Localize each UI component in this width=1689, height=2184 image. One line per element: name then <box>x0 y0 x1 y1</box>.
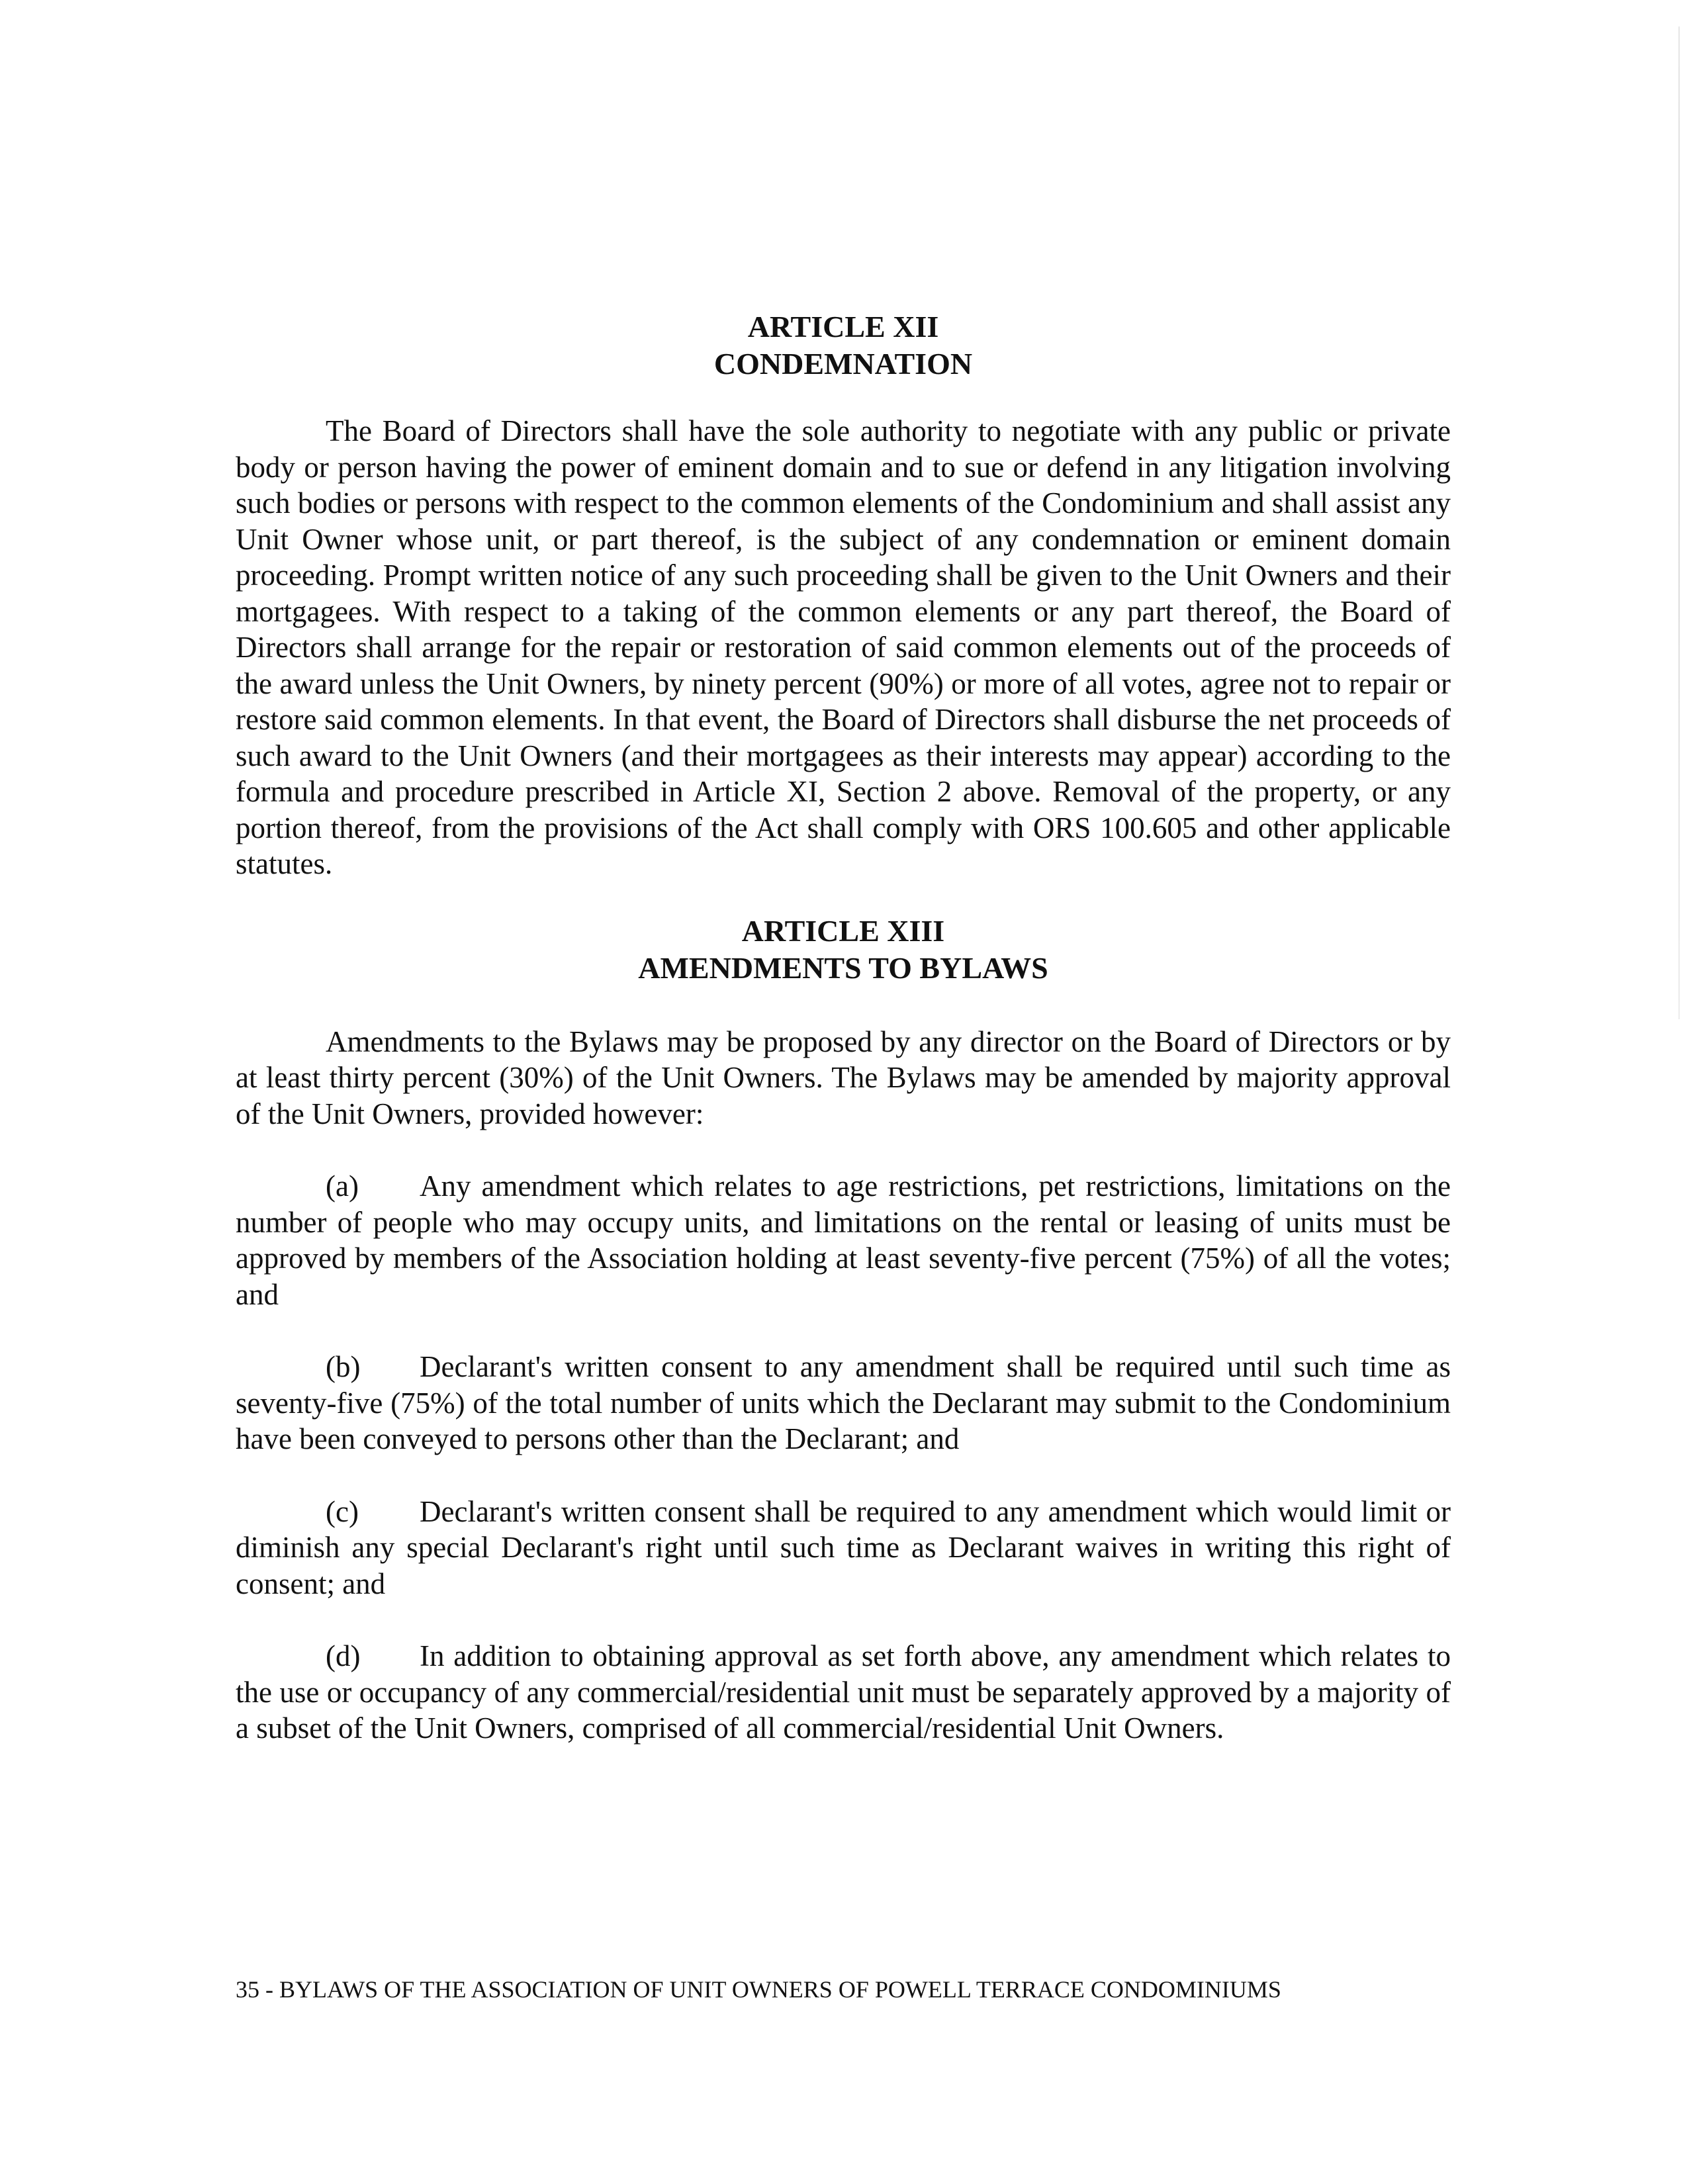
item-text: Declarant's written consent shall be required to any amendment which would limit or diminish any special Declarant's right until such time as Declarant waives in writing this right of consent; and <box>236 1494 1451 1600</box>
page-footer: 35 - BYLAWS OF THE ASSOCIATION OF UNIT OWNERS OF POWELL TERRACE CONDOMINIUMS <box>236 1976 1281 2003</box>
item-label: (c) <box>326 1494 359 1528</box>
item-label: (b) <box>326 1350 361 1383</box>
item-text: In addition to obtaining approval as set forth above, any amendment which relates to the use or occupancy of any commercial/residential unit must be separately approved by a majority of a subset of the Unit Owners, comprised of all commercial/residential Unit Owners. <box>236 1639 1451 1745</box>
article-13-title: AMENDMENTS TO BYLAWS <box>638 950 1048 985</box>
scan-edge-shadow <box>1678 26 1680 1019</box>
item-label: (a) <box>326 1169 359 1203</box>
article-13-number: ARTICLE XIII <box>741 913 945 948</box>
item-text: Any amendment which relates to age restrictions, pet restrictions, limitations on the number of people who may occupy units, and limitations on the rental or leasing of units must be approved by members of the Association holding at least seventy-five percent (75%) of all the votes; and <box>236 1169 1451 1311</box>
item-text: Declarant's written consent to any amendment shall be required until such time as seventy-five (75%) of the total number of units which the Declarant may submit to the Condominium have been conveyed to persons other than the Declarant; and <box>236 1350 1451 1455</box>
article-12-number: ARTICLE XII <box>747 310 939 343</box>
article-12-heading <box>236 308 1451 383</box>
article-13-heading <box>236 913 1451 987</box>
article-13-intro: Amendments to the Bylaws may be proposed by any director on the Board of Directors or by at least thirty percent (30%) of the Unit Owners. The Bylaws may be amended by majority approval of the Unit Owners, provided however: <box>236 1024 1451 1130</box>
amendment-item-a <box>236 1168 1451 1312</box>
item-label: (d) <box>326 1639 361 1672</box>
amendment-item-d <box>236 1638 1451 1747</box>
amendment-item-b <box>236 1349 1451 1457</box>
article-12-body: The Board of Directors shall have the sole authority to negotiate with any public or private body or person having the power of eminent domain and to sue or defend in any litigation involving such bodies or persons with respect to the common elements of the Condominium and shall assist any Unit Owner whose unit, or part thereof, is the subject of any condemnation or eminent domain proceeding. Prompt written notice of any such proceeding shall be given to the Unit Owners and their mortgagees. With respect to a taking of the common elements or any part thereof, the Board of Directors shall arrange for the repair or restoration of said common elements out of the proceeds of the award unless the Unit Owners, by ninety percent (90%) or more of all votes, agree not to repair or restore said common elements. In that event, the Board of Directors shall disburse the net proceeds of such award to the Unit Owners (and their mortgagees as their interests may appear) according to the formula and procedure prescribed in Article XI, Section 2 above. Removal of the property, or any portion thereof, from the provisions of the Act shall comply with ORS 100.605 and other applicable statutes. <box>236 414 1451 880</box>
page-content <box>236 308 1451 1747</box>
amendment-item-c <box>236 1494 1451 1602</box>
article-12-title: CONDEMNATION <box>713 347 973 381</box>
